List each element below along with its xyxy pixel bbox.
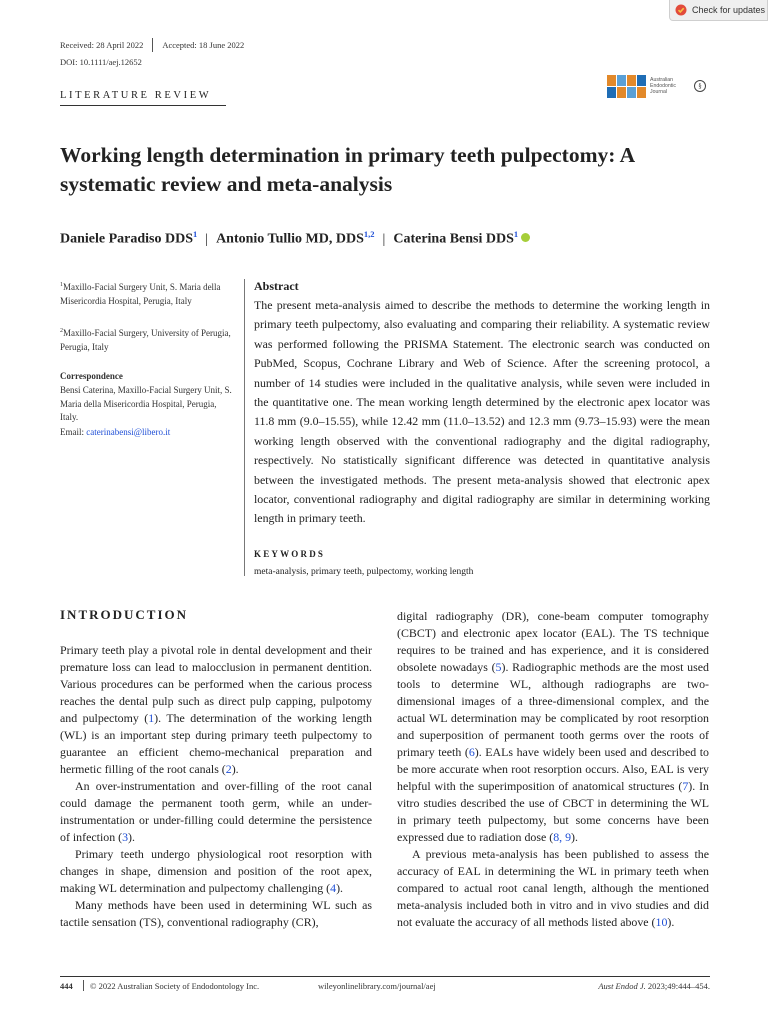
author-affiliation-mark[interactable]: 1 (513, 229, 519, 239)
section-label: LITERATURE REVIEW (60, 90, 212, 101)
check-for-updates-button[interactable] (669, 0, 768, 21)
logo-tile (607, 75, 616, 86)
affiliation-mark: 2 (60, 328, 63, 334)
paragraph (60, 642, 372, 778)
affiliation-1 (60, 279, 235, 308)
logo-tile (607, 87, 616, 98)
author-name[interactable]: Antonio Tullio MD, DDS (216, 231, 364, 247)
affiliation-text: Maxillo-Facial Surgery, University of Perugia, Perugia, Italy (60, 328, 231, 352)
paragraph-text: ). (667, 915, 675, 929)
meta-divider (152, 38, 153, 52)
abstract-text: The present meta-analysis aimed to describe the methods to determine the working length in primary teeth pulpectomy, also evaluating and comparing their reliability. A systematic review was performed following the PRISMA Statement. The electronic search was conducted on PubMed, Scopus, Cochrane Library and Web of Science. After the screening protocol, a number of 14 studies were included in the qualitative analysis, while seven were included in the quantitative one. The mean working length determined by the electronic apex locator was 11.8 mm (9.0–15.55), while 12.42 mm (11.0–13.52) and 12.3 mm (9.73–15.93) were the mean working length observed with the conventional radiography and the digital radiography, respectively. No statistically significant difference was detected in quantitative analysis between the investigated methods. The present meta-analysis showed that electronic apex locator, conventional radiography and digital radiography are similar in determining working length in primary teeth. (254, 298, 710, 526)
paragraph-text: A previous meta-analysis has been published to assess the accuracy of EAL in determining the WL in primary teeth when compared to actual root canal length, although the mentioned meta-analysis included both in vitro and in vivo studies and did not evaluate the accuracy of all methods listed above ( (397, 847, 709, 929)
footer-rule (60, 976, 710, 977)
citation-link[interactable]: 10 (655, 915, 668, 929)
logo-text-line: Journal (650, 89, 668, 95)
citation-link[interactable]: 5 (495, 660, 502, 674)
article-title: Working length determination in primary teeth pulpectomy: A systematic review and meta-analysis (60, 143, 634, 196)
correspondence-heading: Correspondence (60, 371, 123, 381)
check-updates-icon (675, 4, 687, 16)
logo-mosaic (607, 75, 646, 98)
received-date: Received: 28 April 2022 (60, 40, 144, 50)
paragraph (60, 897, 372, 931)
paragraph-text: ). (571, 830, 578, 844)
paragraph (60, 846, 372, 897)
logo-tile (627, 75, 636, 86)
keywords-heading: KEYWORDS (254, 549, 326, 559)
affiliation-2 (60, 325, 235, 354)
citation-link[interactable]: 3 (122, 830, 129, 844)
logo-text-line: Endodontic (650, 83, 676, 89)
citation-link[interactable]: 2 (225, 762, 232, 776)
correspondence-address: Bensi Caterina, Maxillo-Facial Surgery Unit, S. Maria della Misericordia Hospital, Perugia, Italy. (60, 385, 232, 422)
author-name[interactable]: Caterina Bensi DDS (393, 231, 514, 247)
author-affiliation-mark[interactable]: 1,2 (363, 229, 375, 239)
paragraph (60, 778, 372, 846)
doi: DOI: 10.1111/aej.12652 (60, 57, 142, 67)
journal-url-link[interactable]: wileyonlinelibrary.com/journal/aej (318, 981, 436, 991)
affiliation-text: Maxillo-Facial Surgery Unit, S. Maria della Misericordia Hospital, Perugia, Italy (60, 282, 221, 306)
citation-volume: 2023;49:444–454. (645, 981, 710, 991)
paragraph (397, 846, 709, 931)
correspondence-email-line (60, 426, 235, 440)
logo-tile (637, 75, 646, 86)
paragraph-text: ). (231, 762, 239, 776)
logo-text-line: Australian (650, 77, 674, 83)
abstract-heading: Abstract (254, 279, 299, 293)
paragraph-text: An over-instrumentation and over-filling of the root canal could damage the permanent tooth germ, while an under-instrumentation or under-filling could determine the persistence of infection ( (60, 779, 372, 844)
paragraph-text: ). (128, 830, 135, 844)
author-list (60, 229, 530, 248)
author-name[interactable]: Daniele Paradiso DDS (60, 231, 193, 247)
affiliation-mark: 1 (60, 282, 63, 288)
paragraph-text: ). (336, 881, 343, 895)
keywords-text: meta-analysis, primary teeth, pulpectomy, working length (254, 567, 474, 577)
orcid-icon[interactable] (521, 233, 530, 242)
paragraph-text: ). EALs have widely been used and described to be more accurate when root resorption occurs. Also, EAL is very helpful with the superimposition of anatomical structures ( (397, 745, 710, 793)
check-for-updates-label: Check for updates (692, 5, 766, 15)
logo-tile (627, 87, 636, 98)
introduction-heading: INTRODUCTION (60, 607, 189, 622)
citation-info (570, 981, 710, 991)
paragraph-text: Primary teeth undergo physiological root resorption with changes in shape, dimension and position of the root apex, making WL determination and pulpectomy challenging ( (60, 847, 372, 895)
accepted-date: Accepted: 18 June 2022 (162, 40, 245, 50)
citation-link[interactable]: 8, 9 (553, 830, 572, 844)
author-separator: | (205, 231, 209, 247)
journal-logo (607, 74, 707, 98)
citation-link[interactable]: 7 (682, 779, 689, 793)
logo-tile (637, 87, 646, 98)
section-rule (60, 105, 226, 106)
journal-seal-icon: § (694, 80, 706, 92)
email-label: Email: (60, 427, 87, 437)
author-separator: | (382, 231, 386, 247)
paragraph-text: digital radiography (DR), cone-beam computer tomography (CBCT) and electronic apex locator (EAL). The TS technique requires to be trained and has experience, and it is considered obsolete nowadays ( (397, 609, 709, 674)
page-number: 444 (60, 981, 73, 991)
footer-divider (83, 980, 84, 991)
paragraph-text: Many methods have been used in determining WL such as tactile sensation (TS), conventional radiography (CR), (60, 898, 372, 929)
logo-text (650, 77, 694, 95)
logo-tile (617, 87, 626, 98)
paragraph-text: ). In vitro studies described the use of CBCT in determining the WL in primary teeth pulpectomy, but some concerns have been expressed due to radiation dose ( (397, 779, 709, 844)
paragraph (397, 608, 709, 846)
dates-row (60, 38, 244, 52)
logo-tile (617, 75, 626, 86)
citation-link[interactable]: 1 (148, 711, 155, 725)
citation-link[interactable]: 4 (330, 881, 337, 895)
abstract-rule (244, 279, 245, 576)
body-column-left (60, 642, 372, 931)
paragraph-text: ). The determination of the working length (WL) is an important step during primary teeth pulpectomy to guarantee an efficient chemo-mechanical preparation and hermetic filling of the root canals ( (60, 711, 372, 776)
journal-abbrev: Aust Endod J. (598, 981, 646, 991)
body-column-right (397, 608, 709, 931)
copyright: © 2022 Australian Society of Endodontology Inc. (90, 981, 260, 991)
paragraph-text: ). Radiographic methods are the most used tools to determine WL, although radiographs are two-dimensional images of a three-dimensional complex, and the actual WL determination may be complicated by root resorption and superposition of permanent tooth germs over the roots of primary teeth ( (397, 660, 709, 759)
author-affiliation-mark[interactable]: 1 (193, 229, 198, 239)
paragraph-text: Primary teeth play a pivotal role in dental development and their premature loss can lead to malocclusion in permanent dentition. Various procedures can be performed when the carious process reaches the dental pulp such as direct pulp capping, pulpotomy and pulpectomy ( (60, 643, 372, 725)
citation-link[interactable]: 6 (468, 745, 475, 759)
email-link[interactable]: caterinabensi@libero.it (86, 427, 171, 437)
